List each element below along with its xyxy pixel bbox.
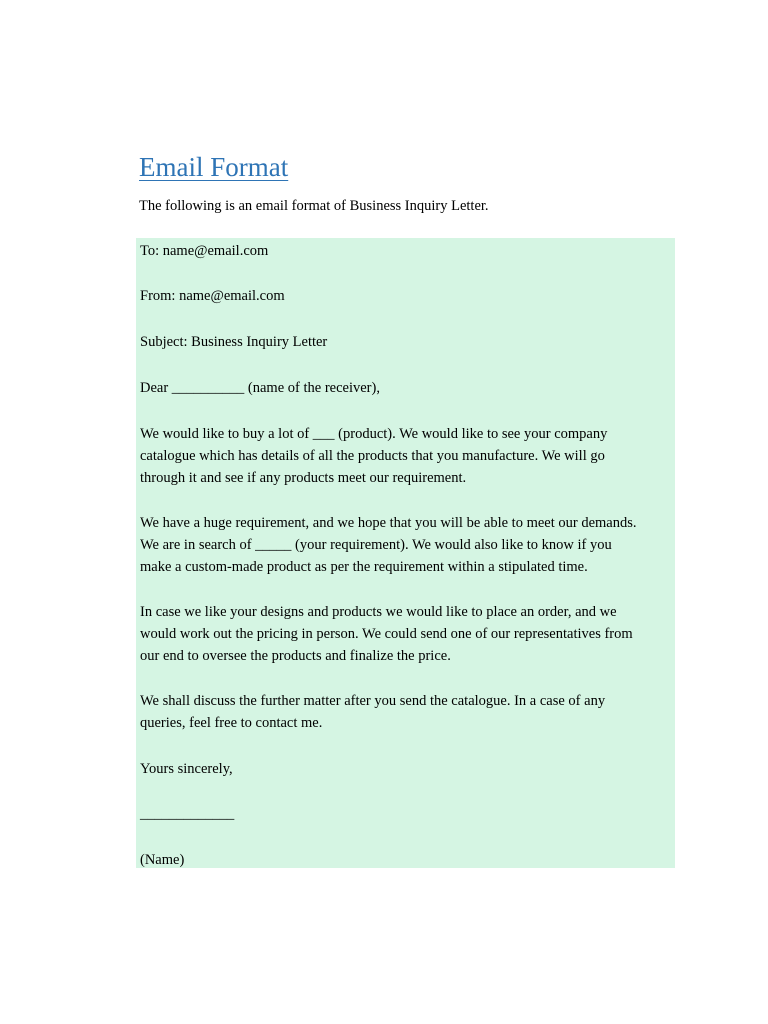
paragraph-3-line-1: In case we like your designs and products we would like to place an order, and we bbox=[140, 604, 617, 620]
page-heading: Email Format bbox=[139, 152, 289, 182]
paragraph-3-line-3: our end to oversee the products and finalize the price. bbox=[140, 648, 451, 664]
paragraph-2-line-2: We are in search of _____ (your requirement). We would also like to know if you bbox=[140, 537, 612, 553]
paragraph-2-line-3: make a custom-made product as per the requirement within a stipulated time. bbox=[140, 559, 588, 575]
intro-text: The following is an email format of Business Inquiry Letter. bbox=[139, 198, 489, 214]
paragraph-1-line-1: We would like to buy a lot of ___ (product). We would like to see your company bbox=[140, 426, 608, 442]
signer-name: (Name) bbox=[140, 852, 185, 868]
paragraph-4-line-2: queries, feel free to contact me. bbox=[140, 715, 323, 731]
letter-salutation: Dear __________ (name of the receiver), bbox=[140, 380, 380, 396]
letter-subject-line: Subject: Business Inquiry Letter bbox=[140, 334, 328, 350]
signature-line: _____________ bbox=[140, 806, 235, 822]
paragraph-2-line-1: We have a huge requirement, and we hope that you will be able to meet our demands. bbox=[140, 515, 637, 531]
paragraph-1-line-2: catalogue which has details of all the products that you manufacture. We will go bbox=[140, 448, 605, 464]
paragraph-3-line-2: would work out the pricing in person. We could send one of our representatives from bbox=[140, 626, 633, 642]
letter-from-line: From: name@email.com bbox=[140, 288, 285, 304]
paragraph-4-line-1: We shall discuss the further matter after you send the catalogue. In a case of any bbox=[140, 693, 606, 709]
letter-closing: Yours sincerely, bbox=[140, 761, 233, 777]
letter-to-line: To: name@email.com bbox=[140, 243, 269, 259]
paragraph-1-line-3: through it and see if any products meet our requirement. bbox=[140, 470, 467, 486]
